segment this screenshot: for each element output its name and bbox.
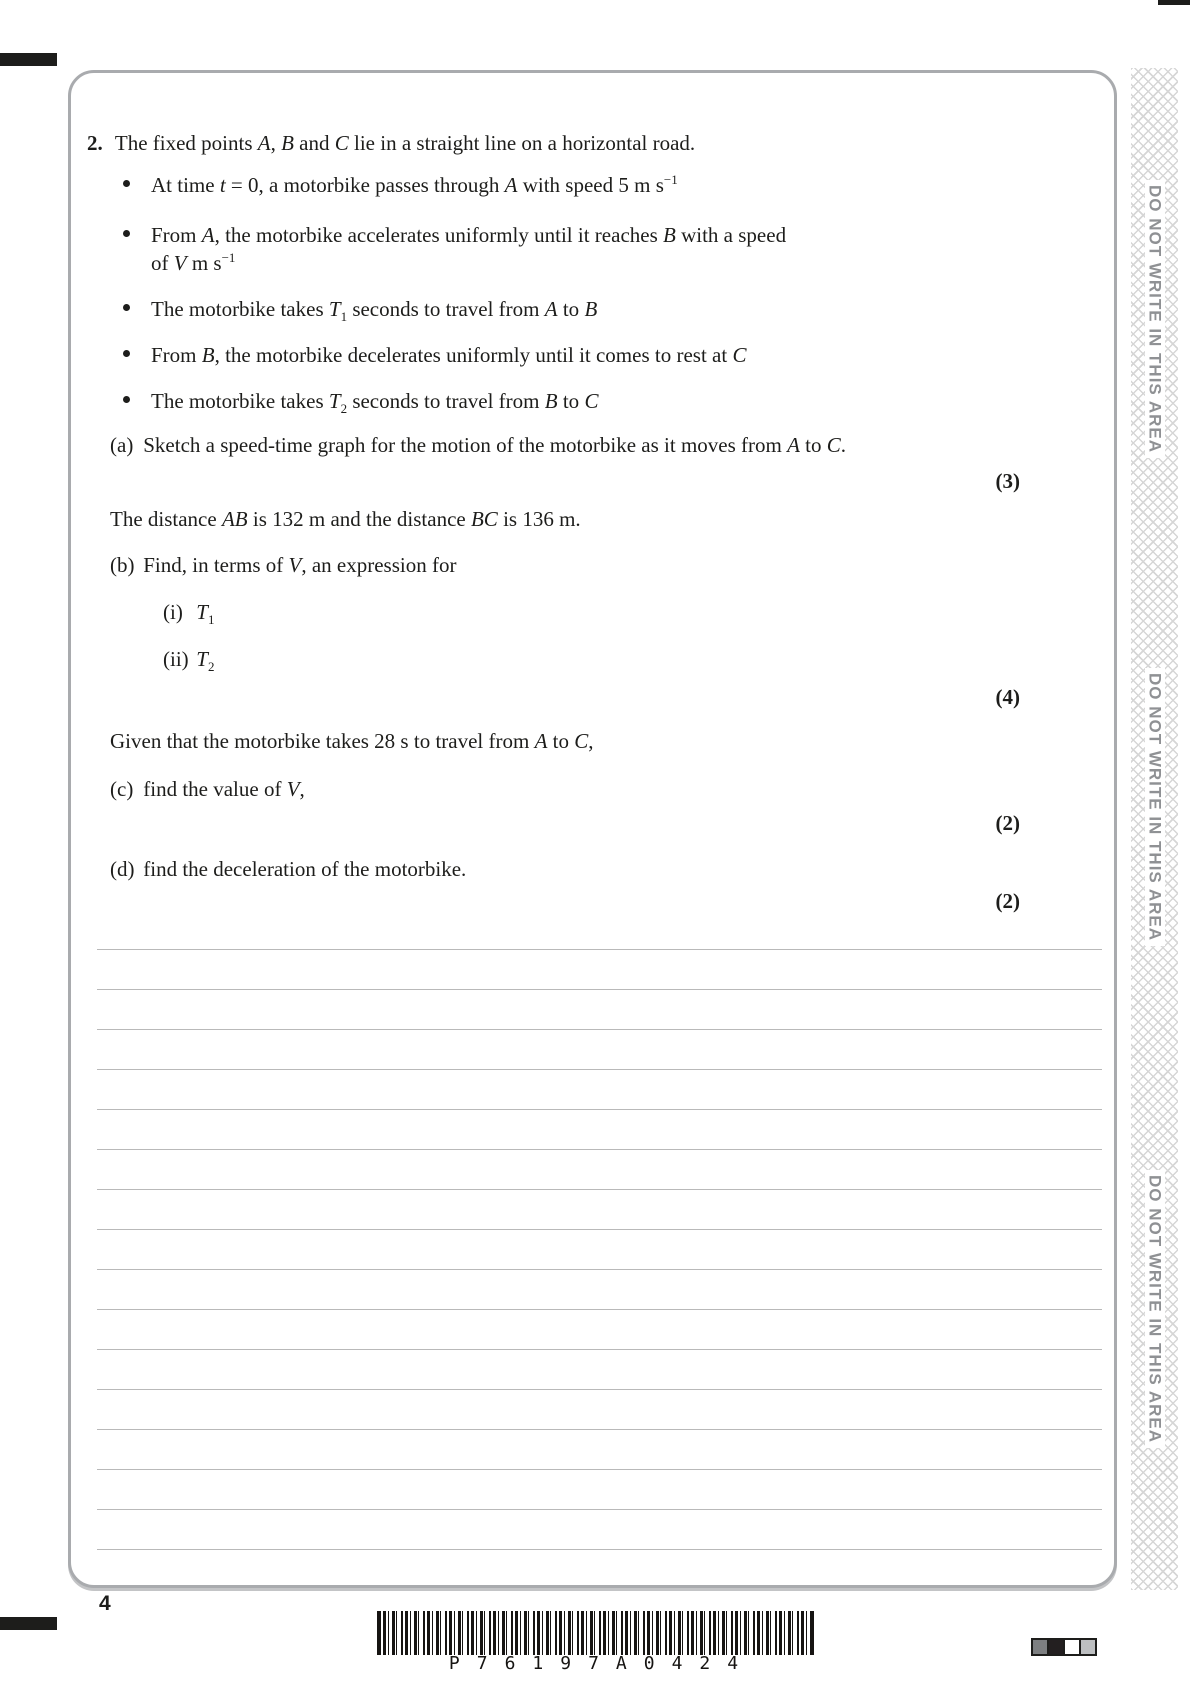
marks-part-a: (3)	[995, 469, 1020, 493]
bullet-item: At time t = 0, a motorbike passes through A with speed 5 m $s^{-1}$	[151, 172, 678, 197]
note-distance: The distance AB is 132 m and the distance BC is 136 m.	[110, 507, 581, 531]
bullet-item: The motorbike takes $T_2$ seconds to travel from B to C	[151, 389, 599, 416]
swatch-light-gray	[1079, 1638, 1097, 1656]
bullet-item: From A, the motorbike accelerates uniformly until it reaches B with a speed of V m $s^{-1}$	[151, 223, 787, 275]
do-not-write-warning: DO NOT WRITE IN THIS AREA	[1145, 1170, 1165, 1448]
answer-line	[97, 1349, 1102, 1350]
part-c-label: (c)	[110, 777, 134, 801]
answer-line	[97, 1389, 1102, 1390]
crop-mark-top-right	[1158, 0, 1190, 5]
answer-line	[97, 1109, 1102, 1110]
do-not-write-warning: DO NOT WRITE IN THIS AREA	[1145, 668, 1165, 946]
answer-line	[97, 1269, 1102, 1270]
crop-mark-bottom-left	[0, 1617, 57, 1630]
note-given: Given that the motorbike takes 28 s to travel from A to C,	[110, 729, 594, 753]
part-c-text: find the value of V,	[143, 777, 305, 801]
part-b-sub-i-label: (i)	[163, 600, 183, 624]
bullet-item: From B, the motorbike decelerates uniformly until it comes to rest at C	[151, 343, 747, 367]
do-not-write-strip	[1131, 68, 1178, 1590]
answer-line	[97, 1509, 1102, 1510]
answer-line	[97, 1469, 1102, 1470]
answer-line	[97, 1309, 1102, 1310]
answer-line	[97, 1429, 1102, 1430]
part-d-text: find the deceleration of the motorbike.	[143, 857, 467, 881]
answer-line	[97, 1189, 1102, 1190]
part-b-sub-ii-text: $T_2$	[196, 647, 215, 674]
marks-part-b: (4)	[995, 685, 1020, 709]
page-number: 4	[99, 1592, 111, 1615]
part-b-text: Find, in terms of V, an expression for	[143, 553, 457, 577]
answer-area	[71, 73, 1114, 1585]
answer-line	[97, 1029, 1102, 1030]
question-intro-text: The fixed points A, B and C lie in a straight line on a horizontal road.	[114, 131, 696, 155]
marks-part-d: (2)	[995, 889, 1020, 913]
marks-part-c: (2)	[995, 811, 1020, 835]
barcode	[377, 1611, 814, 1655]
print-calibration-swatches	[1033, 1638, 1097, 1656]
part-a-text: Sketch a speed-time graph for the motion of the motorbike as it moves from A to C.	[143, 433, 847, 457]
part-b-sub-i-text: $T_1$	[196, 600, 215, 627]
part-b-label: (b)	[110, 553, 135, 577]
question-box	[68, 70, 1117, 1588]
do-not-write-warning: DO NOT WRITE IN THIS AREA	[1145, 180, 1165, 458]
barcode-text: P76197A0424	[448, 1653, 756, 1674]
bullet-item: The motorbike takes $T_1$ seconds to travel from A to B	[151, 297, 598, 324]
answer-line	[97, 1069, 1102, 1070]
part-a-label: (a)	[110, 433, 134, 457]
answer-line	[97, 949, 1102, 950]
part-d-label: (d)	[110, 857, 135, 881]
answer-line	[97, 1149, 1102, 1150]
crop-mark-top-left	[0, 53, 57, 66]
part-b-sub-ii-label: (ii)	[163, 647, 189, 671]
answer-line	[97, 989, 1102, 990]
question-number: 2.	[87, 131, 103, 155]
answer-line	[97, 1229, 1102, 1230]
answer-line	[97, 1549, 1102, 1550]
